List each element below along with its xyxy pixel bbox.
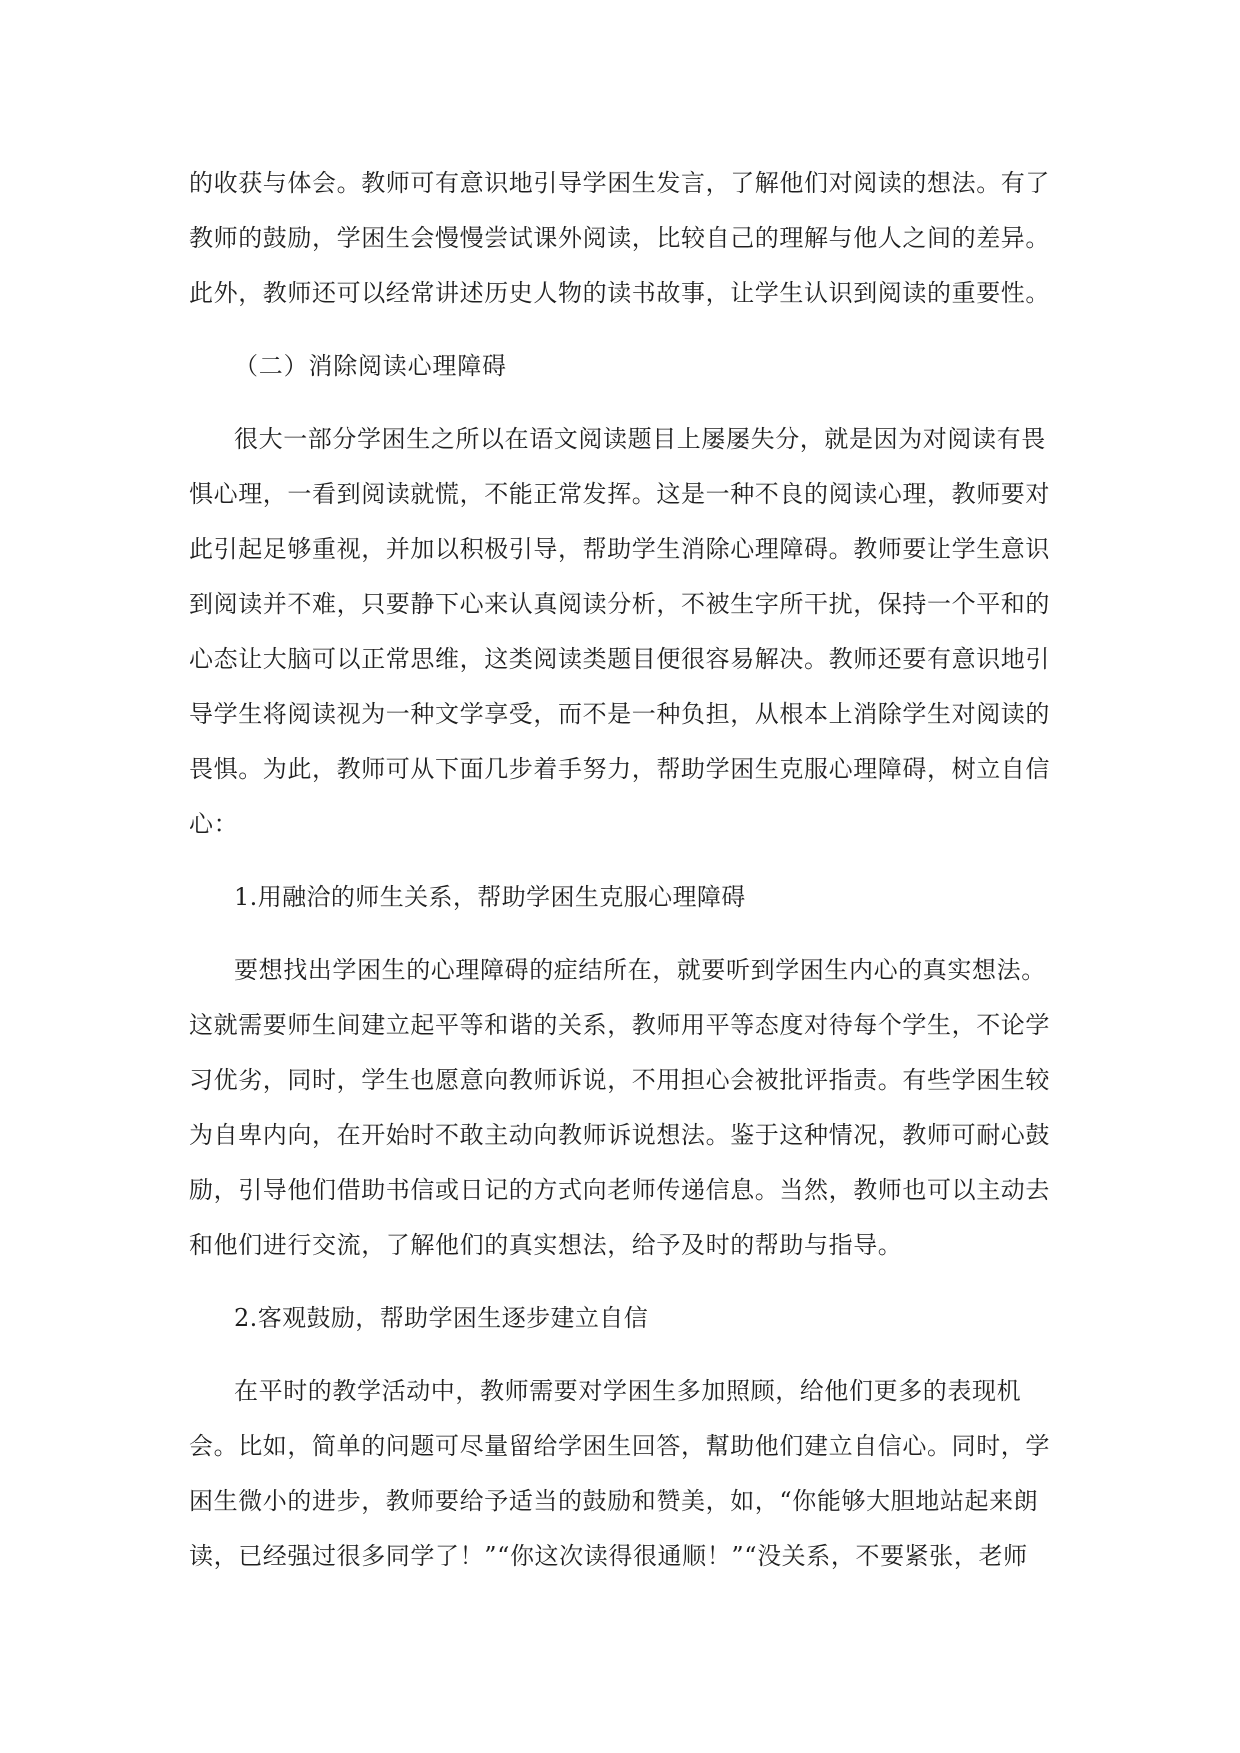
paragraph-gap <box>189 1273 1069 1291</box>
paragraph-gap <box>189 1346 1069 1364</box>
paragraph-gap <box>189 321 1069 339</box>
paragraph-build-confidence: 在平时的教学活动中，教师需要对学困生多加照顾，给他们更多的表现机会。比如，简单的问题可尽量留给学困生回答，幫助他们建立自信心。同时，学困生微小的进步，教师要给予适当的鼓励和赞美，如，“你能够大胆地站起来朗读，已经强过很多同学了！”“你这次读得很通顺！”“没关系，不要紧张，老师 <box>189 1377 1050 1570</box>
paragraph-continuation: 的收获与体会。教师可有意识地引导学困生发言，了解他们对阅读的想法。有了教师的鼓励，学困生会慢慢尝试课外阅读，比较自己的理解与他人之间的差异。此外，教师还可以经常讲述历史人物的读书故事，让学生认识到阅读的重要性。 <box>189 169 1050 307</box>
document-content <box>189 156 1069 1584</box>
paragraph-gap <box>189 925 1069 943</box>
paragraph-gap <box>189 852 1069 870</box>
section-heading-eliminate-reading-barriers: （二）消除阅读心理障碍 <box>234 352 507 380</box>
subheading-objective-encouragement: 2.客观鼓励，帮助学困生逐步建立自信 <box>234 1304 649 1332</box>
paragraph-reading-fear: 很大一部分学困生之所以在语文阅读题目上屡屡失分，就是因为对阅读有畏惧心理，一看到阅读就慌，不能正常发挥。这是一种不良的阅读心理，教师要对此引起足够重视，并加以积极引导，帮助学生消除心理障碍。教师要让学生意识到阅读并不难，只要静下心来认真阅读分析，不被生字所干扰，保持一个平和的心态让大脑可以正常思维，这类阅读类题目便很容易解决。教师还要有意识地引导学生将阅读视为一种文学享受，而不是一种负担，从根本上消除学生对阅读的畏惧。为此，教师可从下面几步着手努力，帮助学困生克服心理障碍，树立自信心： <box>189 425 1050 838</box>
subheading-teacher-student-relationship: 1.用融洽的师生关系，帮助学困生克服心理障碍 <box>234 883 746 911</box>
paragraph-gap <box>189 394 1069 412</box>
paragraph-psychological-barrier: 要想找出学困生的心理障碍的症结所在，就要听到学困生内心的真实想法。这就需要师生间建立起平等和谐的关系，教师用平等态度对待每个学生，不论学习优劣，同时，学生也愿意向教师诉说，不用担心会被批评指责。有些学困生较为自卑内向，在开始时不敢主动向教师诉说想法。鉴于这种情况，教师可耐心鼓励，引导他们借助书信或日记的方式向老师传递信息。当然，教师也可以主动去和他们进行交流，了解他们的真实想法，给予及时的帮助与指导。 <box>189 956 1050 1259</box>
